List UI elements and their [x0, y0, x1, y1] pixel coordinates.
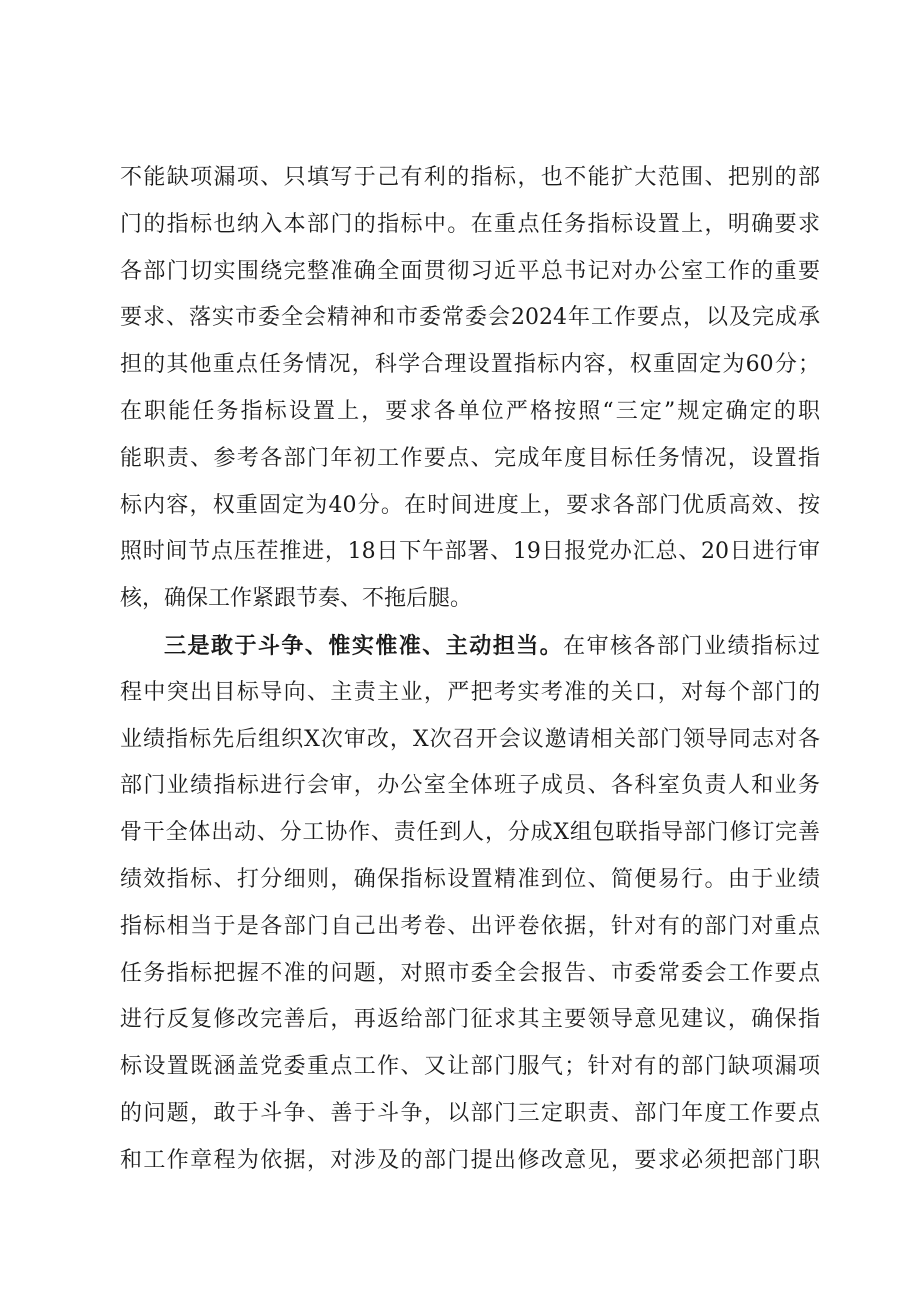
paragraph-2 [120, 623, 820, 1185]
text-line: 核，确保工作紧跟节奏、不拖后腿。 [120, 586, 473, 612]
text-line: 各部门切实围绕完整准确全面贯彻习近平总书记对办公室工作的重要 [120, 258, 820, 284]
text-line: 进行反复修改完善后，再返给部门征求其主要领导意见建议，确保指 [120, 1007, 820, 1033]
text-line: 骨干全体出动、分工协作、责任到人，分成X组包联指导部门修订完善 [120, 820, 820, 846]
text-line: 绩效指标、打分细则，确保指标设置精准到位、简便易行。由于业绩 [120, 866, 820, 892]
text-line: 在职能任务指标设置上，要求各单位严格按照“三定”规定确定的职 [120, 398, 820, 424]
text-line: 程中突出目标导向、主责主业，严把考实考准的关口，对每个部门的 [120, 679, 820, 705]
text-line: 和工作章程为依据，对涉及的部门提出修改意见，要求必须把部门职 [120, 1147, 820, 1173]
text-line: 标内容，权重固定为40分。在时间进度上，要求各部门优质高效、按 [120, 492, 820, 518]
text-line: 部门业绩指标进行会审，办公室全体班子成员、各科室负责人和业务 [120, 773, 820, 799]
text-line: 业绩指标先后组织X次审改，X次召开会议邀请相关部门领导同志对各 [120, 726, 820, 752]
text-segment: 在审核各部门业绩指标过 [563, 633, 820, 659]
text-line: 指标相当于是各部门自己出考卷、出评卷依据，针对有的部门对重点 [120, 913, 820, 939]
text-line: 门的指标也纳入本部门的指标中。在重点任务指标设置上，明确要求 [120, 211, 820, 237]
text-line: 的问题，敢于斗争、善于斗争，以部门三定职责、部门年度工作要点 [120, 1100, 820, 1126]
text-line: 任务指标把握不准的问题，对照市委全会报告、市委常委会工作要点 [120, 960, 820, 986]
paragraph-lead-heading: 三是敢于斗争、惟实惟准、主动担当。 [164, 632, 564, 659]
text-line: 能职责、参考各部门年初工作要点、完成年度目标任务情况，设置指 [120, 445, 820, 471]
text-line: 要求、落实市委全会精神和市委常委会2024年工作要点，以及完成承 [120, 305, 820, 331]
text-line: 担的其他重点任务情况，科学合理设置指标内容，权重固定为60分； [120, 352, 820, 378]
text-line: 标设置既涵盖党委重点工作、又让部门服气；针对有的部门缺项漏项 [120, 1054, 820, 1080]
paragraph-1 [120, 155, 820, 623]
text-line [120, 623, 820, 670]
text-line: 不能缺项漏项、只填写于己有利的指标，也不能扩大范围、把别的部 [120, 165, 820, 190]
text-line: 照时间节点压茬推进，18日下午部署、19日报党办汇总、20日进行审 [120, 539, 820, 565]
document-body [120, 155, 820, 1185]
